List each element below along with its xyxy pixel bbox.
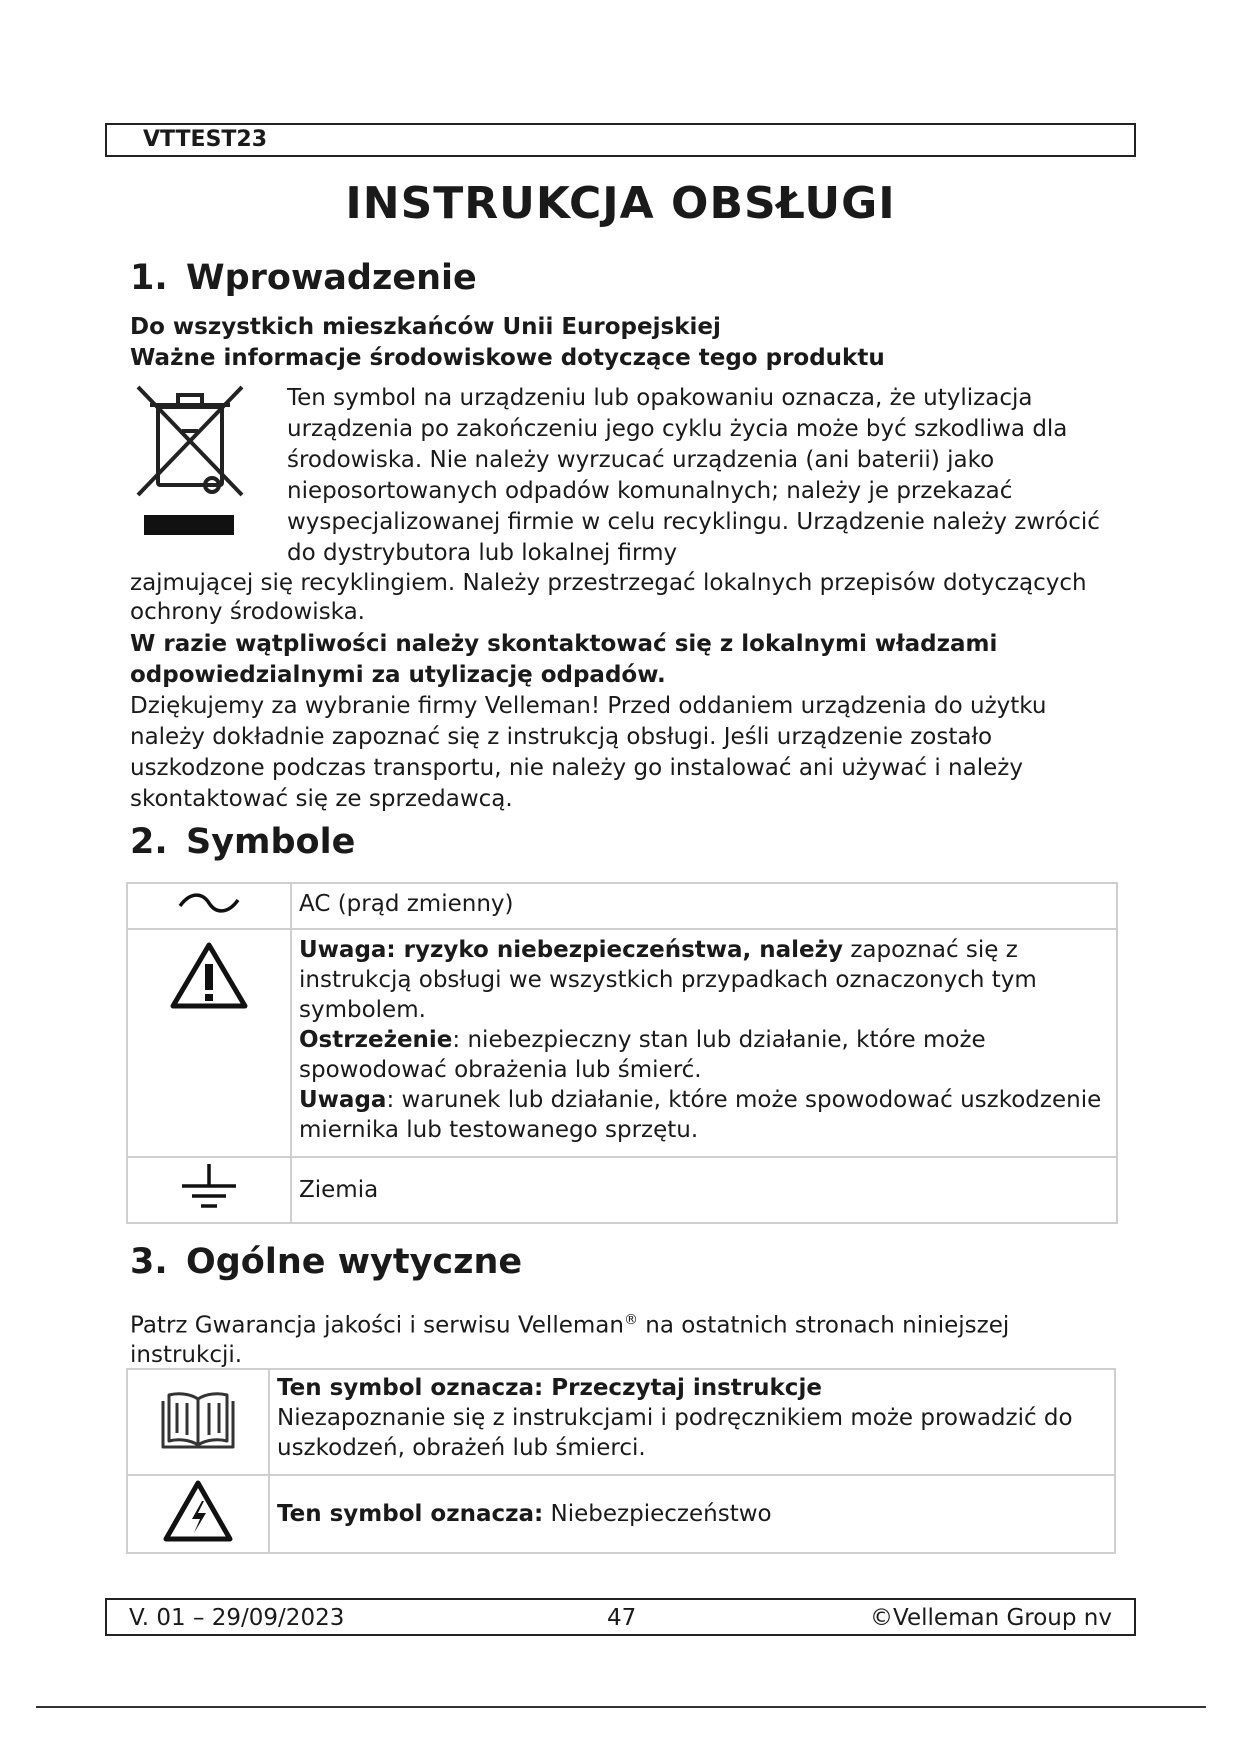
ac-wave-icon xyxy=(176,890,242,916)
copyright: ©Velleman Group nv xyxy=(870,1605,1112,1631)
table-row xyxy=(127,1475,1115,1553)
read-instructions-description: Ten symbol oznacza: Przeczytaj instrukcje Niezapoznanie się z instrukcjami i podręcznikiem może prowadzić do uszkodzeń, obrażeń lub śmierci. xyxy=(277,1375,1073,1461)
section-heading-symbols: 2. Symbole xyxy=(130,822,356,862)
symbols-table xyxy=(126,882,1118,1224)
table-row xyxy=(127,929,1117,1157)
description-cell xyxy=(291,1157,1117,1223)
danger-description: Ten symbol oznacza: Niebezpieczeństwo xyxy=(277,1501,772,1527)
eu-notice xyxy=(130,312,1120,374)
ac-label: AC (prąd zmienny) xyxy=(299,891,514,917)
symbol-cell xyxy=(127,1157,291,1223)
description-cell xyxy=(291,883,1117,929)
earth-label: Ziemia xyxy=(299,1177,379,1203)
page-number: 47 xyxy=(607,1605,637,1631)
table-row xyxy=(127,1369,1115,1475)
weee-continuation: zajmującej się recyklingiem. Należy przestrzegać lokalnych przepisów dotyczących ochrony środowiska. xyxy=(130,570,1087,625)
thanks-paragraph: Dziękujemy za wybranie firmy Velleman! Przed oddaniem urządzenia do użytku należy dokładnie zapoznać się z instrukcją obsługi. Jeśli urządzenie zostało uszkodzone podczas transportu, nie należy go instalować ani używać i należy skontaktować się ze sprzedawcą. xyxy=(130,693,1047,812)
description-cell xyxy=(269,1475,1115,1553)
version-date: V. 01 – 29/09/2023 xyxy=(129,1605,345,1631)
header-model-box xyxy=(105,123,1136,157)
table-row xyxy=(127,883,1117,929)
table-row xyxy=(127,1157,1117,1223)
open-book-icon xyxy=(157,1387,239,1451)
warning-description: Uwaga: ryzyko niebezpieczeństwa, należy zapoznać się z instrukcją obsługi we wszystkich przypadkach oznaczonych tym symbolem. Ostrzeżenie: niebezpieczny stan lub działanie, które może spowodować obrażenia lub śmierć. Uwaga: warunek lub działanie, które może spowodować uszkodzenie miernika lub testowanego sprzętu. xyxy=(299,937,1102,1143)
symbol-cell xyxy=(127,883,291,929)
description-cell xyxy=(291,929,1117,1157)
page-bottom-rule xyxy=(36,1706,1206,1708)
footer-box xyxy=(105,1598,1136,1636)
earth-ground-icon xyxy=(178,1162,240,1212)
weee-description: Ten symbol na urządzeniu lub opakowaniu oznacza, że utylizacja urządzenia po zakończeniu jego cyklu życia może być szkodliwa dla środowiska. Nie należy wyrzucać urządzenia (ani baterii) jako nieposortowanych odpadów komunalnych; należy je przekazać wyspecjalizowanej firmie w celu recyklingu. Urządzenie należy zwrócić do dystrybutora lub lokalnej firmy xyxy=(287,385,1100,566)
symbol-cell xyxy=(127,1369,269,1475)
crossed-bin-icon xyxy=(130,383,255,548)
eu-residents-heading: Do wszystkich mieszkańców Unii Europejskiej xyxy=(130,314,721,340)
section-heading-introduction: 1. Wprowadzenie xyxy=(130,258,477,298)
description-cell xyxy=(269,1369,1115,1475)
symbol-cell xyxy=(127,1475,269,1553)
symbol-cell xyxy=(127,929,291,1157)
warning-triangle-icon xyxy=(168,940,250,1012)
model-name: VTTEST23 xyxy=(143,127,268,152)
guidelines-intro: Patrz Gwarancja jakości i serwisu Velleman® na ostatnich stronach niniejszej instrukcji. xyxy=(130,1312,1010,1368)
disposal-notice: W razie wątpliwości należy skontaktować się z lokalnymi władzami odpowiedzialnymi za utylizację odpadów. xyxy=(130,631,998,688)
high-voltage-icon xyxy=(162,1479,234,1543)
environmental-info-heading: Ważne informacje środowiskowe dotyczące tego produktu xyxy=(130,345,885,371)
section-heading-general-guidelines: 3. Ogólne wytyczne xyxy=(130,1242,523,1282)
guidelines-table xyxy=(126,1368,1116,1554)
document-title: INSTRUKCJA OBSŁUGI xyxy=(345,178,896,229)
weee-continuation-block xyxy=(130,569,1120,815)
